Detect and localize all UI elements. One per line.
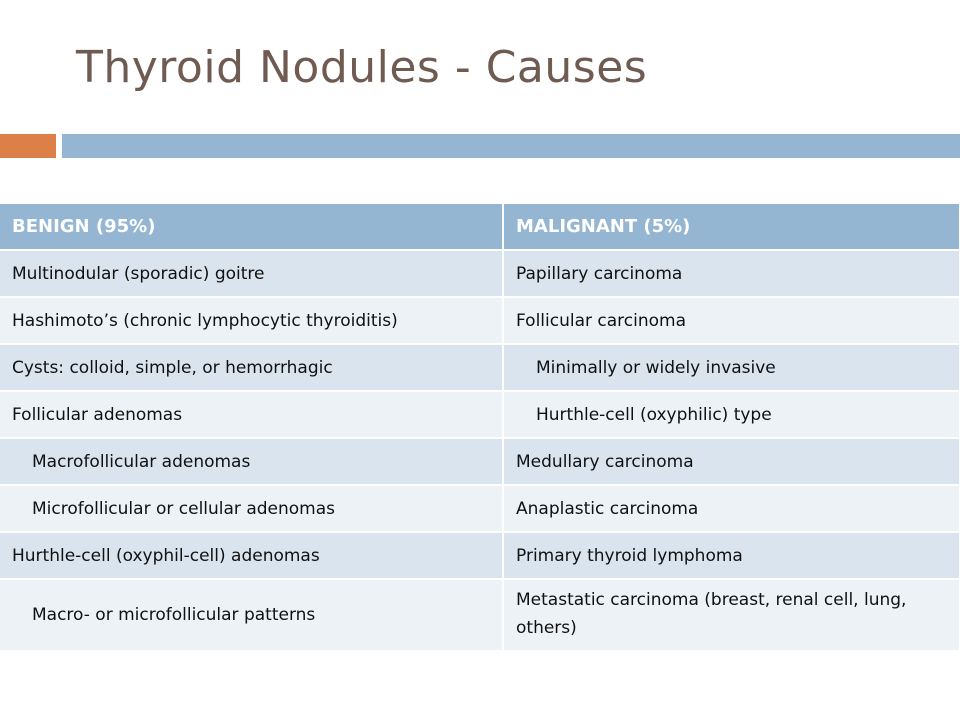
benign-cell: Hashimoto’s (chronic lymphocytic thyroiditis): [0, 297, 503, 344]
accent-bar-blue: [62, 134, 960, 158]
table-row: [0, 579, 960, 650]
malignant-cell: Metastatic carcinoma (breast, renal cell, lung, others): [503, 579, 960, 650]
causes-table: [0, 204, 960, 650]
benign-subcell: Macro- or microfollicular patterns: [0, 579, 503, 650]
table-row: [0, 344, 960, 391]
table-row: [0, 391, 960, 438]
benign-cell: Cysts: colloid, simple, or hemorrhagic: [0, 344, 503, 391]
table-row: [0, 250, 960, 297]
header-malignant: MALIGNANT (5%): [503, 204, 960, 250]
malignant-cell: Papillary carcinoma: [503, 250, 960, 297]
malignant-subcell: Minimally or widely invasive: [503, 344, 960, 391]
malignant-cell: Primary thyroid lymphoma: [503, 532, 960, 579]
benign-subcell: Macrofollicular adenomas: [0, 438, 503, 485]
benign-cell: Hurthle-cell (oxyphil-cell) adenomas: [0, 532, 503, 579]
header-benign: BENIGN (95%): [0, 204, 503, 250]
malignant-cell: Anaplastic carcinoma: [503, 485, 960, 532]
malignant-cell: Follicular carcinoma: [503, 297, 960, 344]
accent-bar-orange: [0, 134, 56, 158]
table-row: [0, 297, 960, 344]
benign-cell: Follicular adenomas: [0, 391, 503, 438]
benign-cell: Multinodular (sporadic) goitre: [0, 250, 503, 297]
table-row: [0, 438, 960, 485]
benign-subcell: Microfollicular or cellular adenomas: [0, 485, 503, 532]
table-row: [0, 532, 960, 579]
malignant-subcell: Hurthle-cell (oxyphilic) type: [503, 391, 960, 438]
table-row: [0, 485, 960, 532]
slide-title: Thyroid Nodules - Causes: [76, 42, 648, 93]
table-header-row: [0, 204, 960, 250]
malignant-cell: Medullary carcinoma: [503, 438, 960, 485]
